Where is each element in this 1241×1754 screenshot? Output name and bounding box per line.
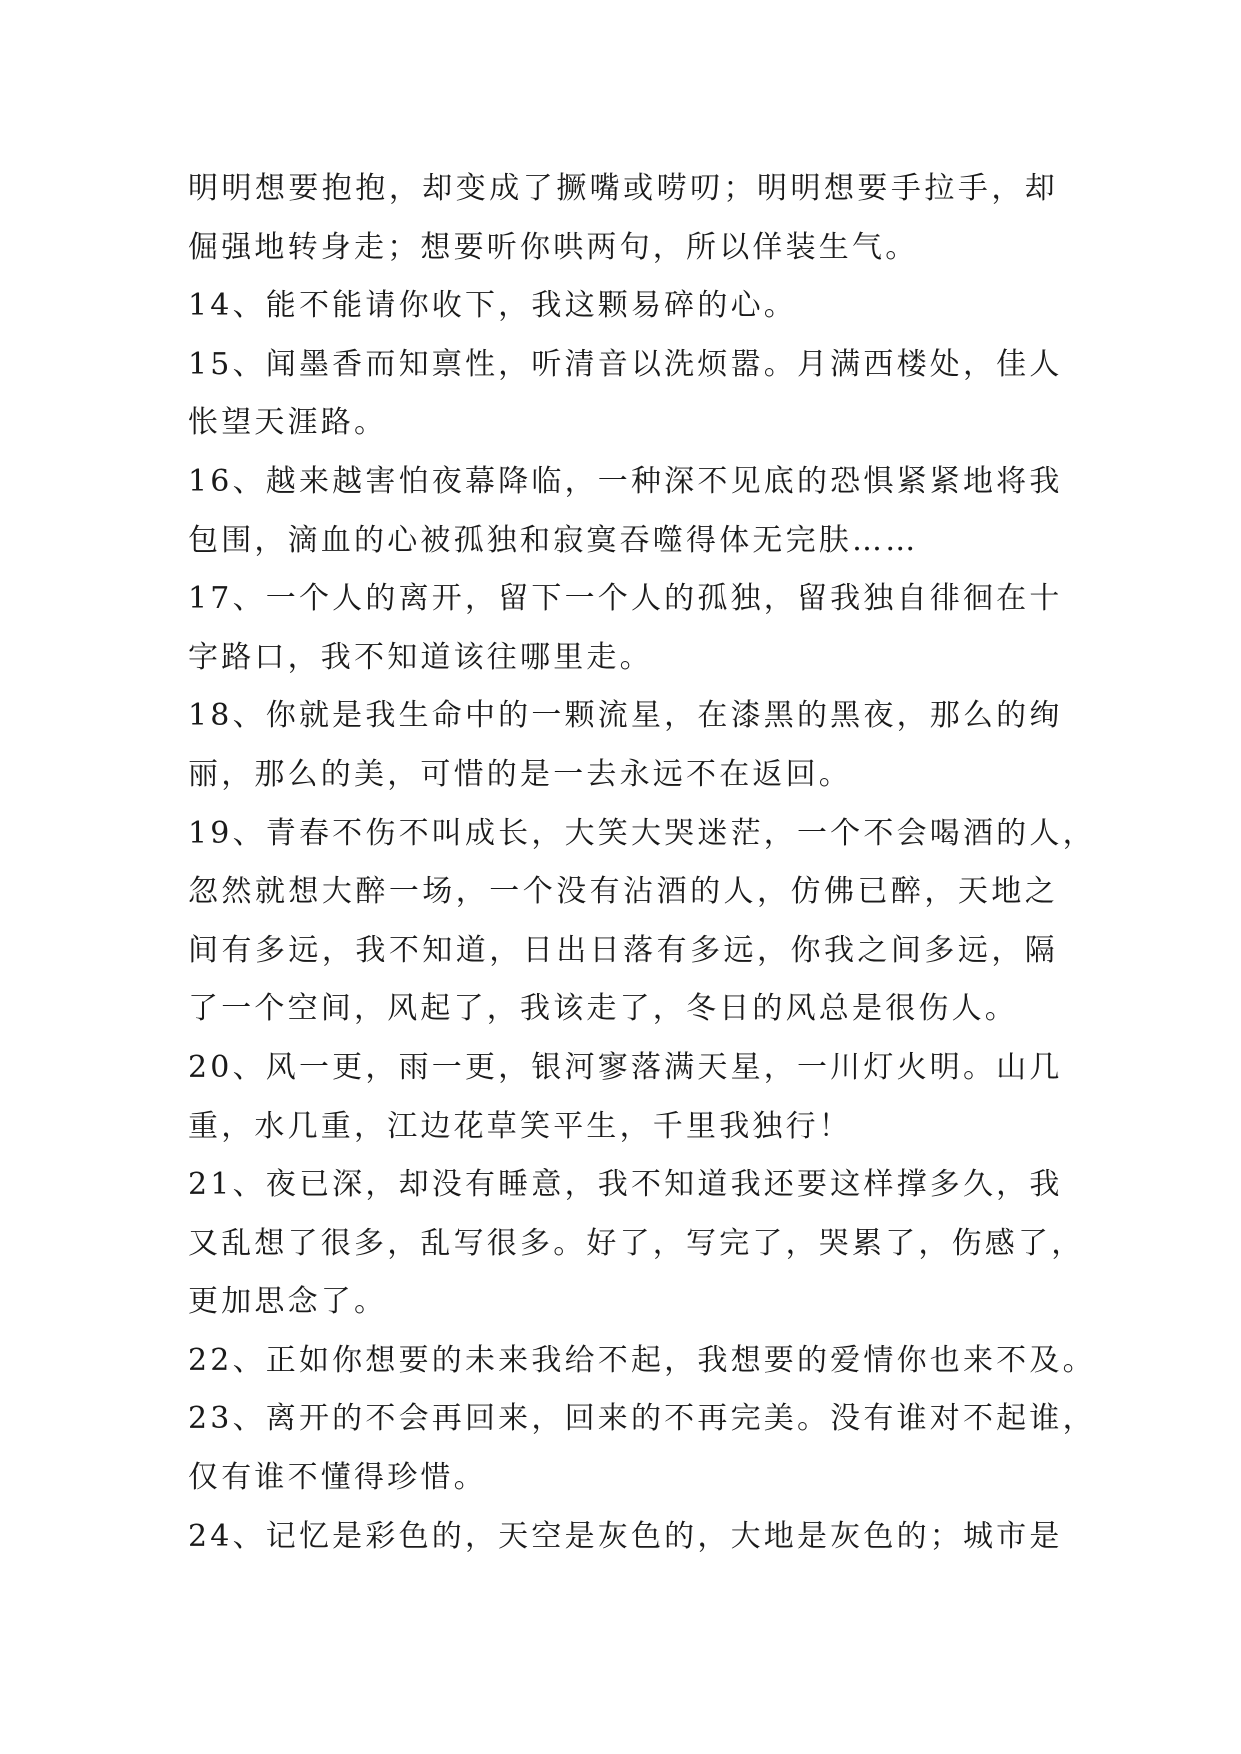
text-line: 忽然就想大醉一场，一个没有沾酒的人，仿佛已醉，天地之 <box>188 874 1058 910</box>
text-line: 更加思念了。 <box>188 1284 388 1320</box>
text-line: 22、正如你想要的未来我给不起，我想要的爱情你也来不及。 <box>188 1342 1096 1378</box>
text-line: 14、能不能请你收下，我这颗易碎的心。 <box>188 288 797 324</box>
text-line: 重，水几重，江边花草笑平生，千里我独行！ <box>188 1108 852 1144</box>
text-line: 间有多远，我不知道，日出日落有多远，你我之间多远，隔 <box>188 932 1058 968</box>
text-line: 丽，那么的美，可惜的是一去永远不在返回。 <box>188 756 852 792</box>
text-line: 18、你就是我生命中的一颗流星，在漆黑的黑夜，那么的绚 <box>188 698 1063 734</box>
text-line: 16、越来越害怕夜幕降临，一种深不见底的恐惧紧紧地将我 <box>188 463 1063 499</box>
document-body <box>188 160 1096 1566</box>
text-line: 21、夜已深，却没有睡意，我不知道我还要这样撑多久，我 <box>188 1167 1063 1203</box>
text-line: 17、一个人的离开，留下一个人的孤独，留我独自徘徊在十 <box>188 581 1063 617</box>
text-line: 字路口，我不知道该往哪里走。 <box>188 639 653 675</box>
text-line: 包围，滴血的心被孤独和寂寞吞噬得体无完肤…… <box>188 522 919 558</box>
text-line: 仅有谁不懂得珍惜。 <box>188 1460 487 1496</box>
text-line: 怅望天涯路。 <box>188 405 388 441</box>
text-line: 23、离开的不会再回来，回来的不再完美。没有谁对不起谁， <box>188 1401 1096 1437</box>
text-line: 明明想要抱抱，却变成了撅嘴或唠叨；明明想要手拉手，却 <box>188 171 1058 206</box>
text-line: 15、闻墨香而知禀性，听清音以洗烦嚣。月满西楼处，佳人 <box>188 346 1063 382</box>
text-line: 24、记忆是彩色的，天空是灰色的，大地是灰色的；城市是 <box>188 1518 1063 1554</box>
text-line: 19、青春不伤不叫成长，大笑大哭迷茫，一个不会喝酒的人， <box>188 815 1096 851</box>
text-line: 了一个空间，风起了，我该走了，冬日的风总是很伤人。 <box>188 991 1018 1027</box>
text-line: 20、风一更，雨一更，银河寥落满天星，一川灯火明。山几 <box>188 1049 1063 1085</box>
text-line: 倔强地转身走；想要听你哄两句，所以佯装生气。 <box>188 229 919 265</box>
text-line: 又乱想了很多，乱写很多。好了，写完了，哭累了，伤感了， <box>188 1225 1085 1261</box>
